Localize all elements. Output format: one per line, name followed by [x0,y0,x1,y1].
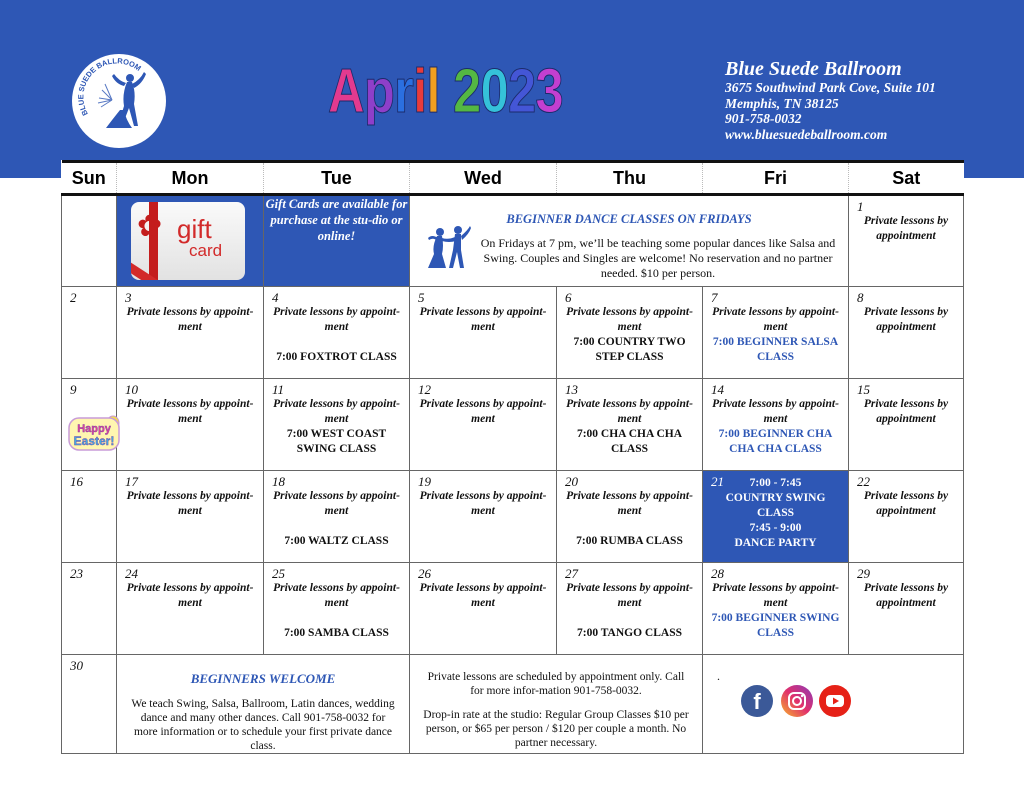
day-number: 17 [125,474,138,489]
day-cell-14 [703,379,849,471]
gift-card-word-gift: gift [177,214,212,244]
private-lessons-note: Private lessons by appoint-ment [126,582,254,609]
day-number: 16 [70,474,83,489]
day-cell-10 [117,379,264,471]
day-cell-24 [117,563,264,655]
day-number: 3 [125,290,132,305]
weekday-fri: Fri [703,162,849,195]
day-cell-4 [264,287,410,379]
dance-party-line: 7:45 - 9:00 [749,522,802,534]
gift-card-image-cell [117,195,264,287]
group-class-note: 7:00 RUMBA CLASS [576,535,683,547]
day-number: 11 [272,382,285,397]
day-cell-11 [264,379,410,471]
studio-name: Blue Suede Ballroom [725,58,902,80]
instagram-icon[interactable] [781,685,813,717]
weekday-sat: Sat [849,162,964,195]
title-letter: i [413,57,427,126]
private-lessons-note: Private lessons by appoint-ment [419,490,547,517]
private-lessons-note: Private lessons by appoint-ment [419,306,547,333]
studio-address-line-2: Memphis, TN 38125 [725,95,839,111]
logo-text: BLUE SUEDE BALLROOM [76,56,143,118]
private-lessons-note: Private lessons by appoint-ment [273,306,400,333]
weekday-tue: Tue [264,162,410,195]
day-cell-18 [264,471,410,563]
private-lessons-note: Private lessons by appointment [863,582,949,609]
studio-website[interactable]: www.bluesuedeballroom.com [725,126,888,142]
studio-address-line-1: 3675 Southwind Park Cove, Suite 101 [725,80,936,95]
day-number: 1 [857,199,864,214]
private-lessons-note: Private lessons by appoint-ment [273,582,400,609]
private-lesson-policy: Private lessons are scheduled by appointment only. Call for more infor-mation 901-758-0032. [427,671,685,697]
day-number: 29 [857,566,870,581]
month-title [328,52,563,132]
day-cell-15 [849,379,964,471]
title-letter: 0 [480,57,508,126]
day-cell-13 [557,379,703,471]
day-cell-29 [849,563,964,655]
day-number: 13 [565,382,578,397]
day-number: 6 [565,290,572,305]
youtube-icon[interactable] [819,685,851,717]
private-lessons-note: Private lessons by appoint-ment [566,582,693,609]
day-number: 18 [272,474,285,489]
title-letter: p [363,57,395,126]
happy-easter-sticker [67,415,121,451]
beginner-classes-title: BEGINNER DANCE CLASSES ON FRIDAYS [506,212,752,226]
private-lessons-note: Private lessons by appoint-ment [126,306,254,333]
day-number: 27 [565,566,578,581]
studio-logo [72,54,166,148]
dot-mark: . [717,669,720,683]
week-row-1 [62,195,964,287]
easter-word-1: Happy [77,423,111,435]
day-number: 12 [418,382,431,397]
day-number: 25 [272,566,285,581]
beginners-welcome-text: We teach Swing, Salsa, Ballroom, Latin dances, wedding dance and many other dances. Call 901-758-0032 for more information or to schedule your first private dance class. [131,698,395,752]
private-lessons-note: Private lessons by appoint-ment [419,398,547,425]
week-row-6 [62,655,964,754]
drop-in-rate: Drop-in rate at the studio: Regular Group Classes $10 per person, or $65 per person / $120 per couple a month. No partner necessary. [423,709,689,749]
title-letter: 2 [507,57,536,126]
day-cell-8 [849,287,964,379]
day-number: 14 [711,382,724,397]
private-lessons-note: Private lessons by appointment [863,490,949,517]
title-letter: r [394,57,414,126]
dance-party-line: 7:00 - 7:45 [749,477,802,489]
day-cell-22 [849,471,964,563]
dancing-couple-icon [424,224,472,270]
lesson-policy-box [410,655,703,754]
private-lessons-note: Private lessons by appoint-ment [273,398,400,425]
title-letter: l [426,57,440,126]
studio-phone: 901-758-0032 [725,111,802,126]
day-cell-2 [62,287,117,379]
group-class-note: 7:00 COUNTRY TWO STEP CLASS [573,336,686,363]
gift-card-word-card: card [189,241,223,260]
group-class-note: 7:00 SAMBA CLASS [284,627,389,639]
day-number: 30 [70,658,83,673]
private-lessons-note: Private lessons by appointment [863,398,949,425]
beginners-welcome-title: BEGINNERS WELCOME [190,671,336,686]
day-number: 28 [711,566,724,581]
private-lessons-note: Private lessons by appoint-ment [126,490,254,517]
day-number: 22 [857,474,870,489]
day-cell-12 [410,379,557,471]
week-row-4 [62,471,964,563]
day-number: 9 [70,382,77,397]
svg-text:f: f [753,689,761,714]
gift-card-info: Gift Cards are available for purchase at the stu-dio or online! [264,195,410,287]
beginner-classes-text: On Fridays at 7 pm, we’ll be teaching some popular dances like Salsa and Swing. Couples and Singles are welcome! No reservation and no partner needed. $10 per person. [480,236,836,280]
group-class-note: 7:00 FOXTROT CLASS [276,351,397,363]
facebook-icon[interactable] [741,685,773,717]
private-lessons-note: Private lessons by appoint-ment [566,398,693,425]
day-cell-28 [703,563,849,655]
private-lessons-note: Private lessons by appoint-ment [273,490,400,517]
day-number: 26 [418,566,431,581]
day-cell-5 [410,287,557,379]
dance-party-line: DANCE PARTY [734,537,817,549]
day-number: 23 [70,566,83,581]
day-cell-26 [410,563,557,655]
week-row-5 [62,563,964,655]
day-cell-21 [703,471,849,563]
day-number: 24 [125,566,138,581]
weekday-thu: Thu [557,162,703,195]
group-class-note: 7:00 CHA CHA CHA CLASS [576,428,683,455]
day-cell-19 [410,471,557,563]
group-class-note: 7:00 WALTZ CLASS [284,535,389,547]
day-number: 2 [70,290,77,305]
bow-icon: ✿ [137,210,163,243]
private-lessons-note: Private lessons by appointment [863,306,949,333]
day-cell-25 [264,563,410,655]
day-cell-6 [557,287,703,379]
social-links-box [703,655,964,754]
title-letter: 2 [453,57,481,126]
easter-word-2: Easter! [73,434,115,448]
day-number: 19 [418,474,431,489]
day-cell-empty [62,195,117,287]
day-cell-20 [557,471,703,563]
private-lessons-note: Private lessons by appoint-ment [566,306,693,333]
week-row-2 [62,287,964,379]
calendar-grid [61,160,964,754]
month-name [328,57,440,126]
day-number: 5 [418,290,425,305]
week-row-3 [62,379,964,471]
day-number: 20 [565,474,578,489]
day-cell-23 [62,563,117,655]
day-number: 21 [711,474,724,489]
day-cell-1 [849,195,964,287]
day-cell-9 [62,379,117,471]
group-class-note: 7:00 WEST COAST SWING CLASS [286,428,387,455]
day-number: 15 [857,382,870,397]
studio-info [725,58,936,142]
private-lessons-note: Private lessons by appointment [863,215,949,242]
private-lessons-note: Private lessons by appoint-ment [712,306,839,333]
day-number: 7 [711,290,718,305]
day-number: 10 [125,382,138,397]
day-cell-3 [117,287,264,379]
year [453,57,563,126]
gift-card-image [131,202,245,280]
private-lessons-note: Private lessons by appoint-ment [712,582,839,609]
weekday-header-row [62,162,964,195]
dance-party-line: COUNTRY SWING CLASS [725,492,826,519]
beginner-classes-promo [410,195,849,287]
day-number: 8 [857,290,864,305]
private-lessons-note: Private lessons by appoint-ment [566,490,693,517]
day-cell-17 [117,471,264,563]
weekday-mon: Mon [117,162,264,195]
title-letter: 3 [535,57,563,126]
day-number: 4 [272,290,279,305]
title-letter: A [328,57,364,126]
day-cell-16 [62,471,117,563]
day-cell-27 [557,563,703,655]
group-class-note: 7:00 BEGINNER CHA CHA CHA CLASS [718,428,833,455]
day-cell-30 [62,655,117,754]
group-class-note: 7:00 BEGINNER SWING CLASS [711,612,840,639]
weekday-sun: Sun [62,162,117,195]
private-lessons-note: Private lessons by appoint-ment [419,582,547,609]
private-lessons-note: Private lessons by appoint-ment [126,398,254,425]
group-class-note: 7:00 BEGINNER SALSA CLASS [712,336,839,363]
beginners-welcome-box [117,655,410,754]
group-class-note: 7:00 TANGO CLASS [576,627,682,639]
private-lessons-note: Private lessons by appoint-ment [712,398,839,425]
day-cell-7 [703,287,849,379]
weekday-wed: Wed [410,162,557,195]
